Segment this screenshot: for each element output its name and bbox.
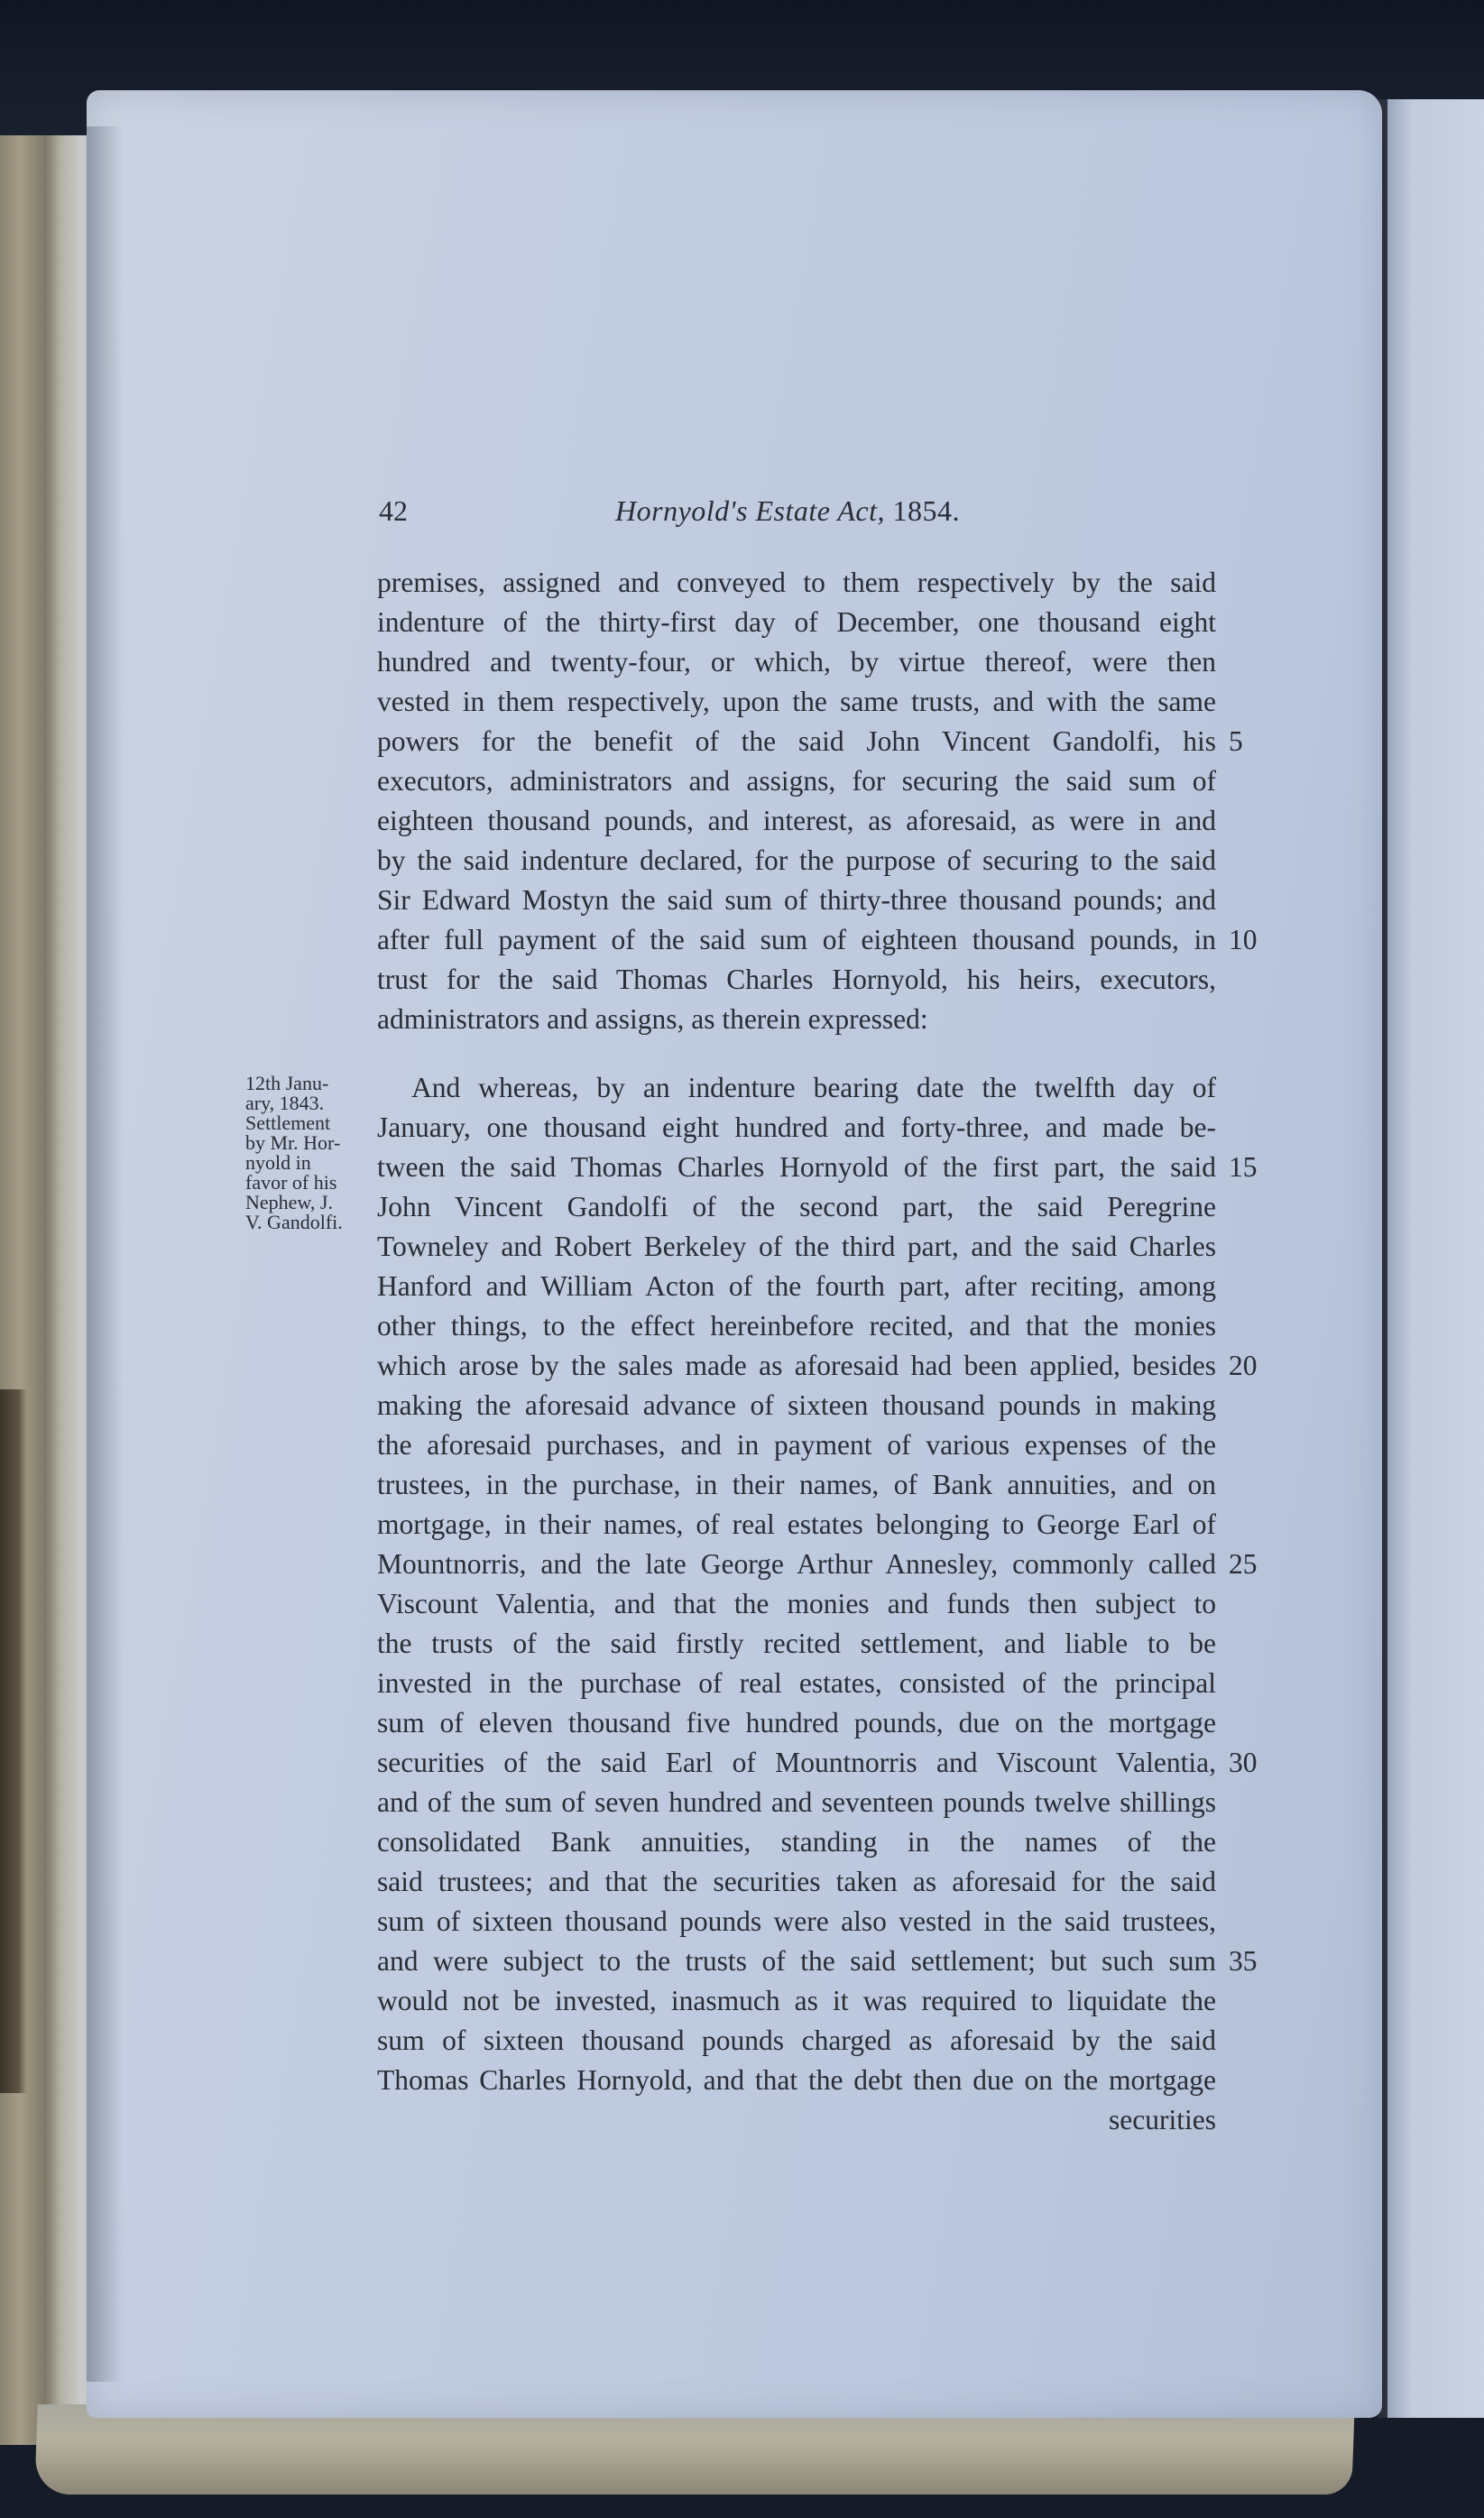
body-line: tween the said Thomas Charles Hornyold of the first part, the said xyxy=(377,1151,1216,1183)
body-line: and were subject to the trusts of the said settlement; but such sum xyxy=(377,1945,1216,1977)
body-line: invested in the purchase of real estates, consisted of the principal xyxy=(377,1667,1216,1699)
body-line: eighteen thousand pounds, and interest, as aforesaid, as were in and xyxy=(377,805,1216,836)
left-binding-tear xyxy=(0,1389,27,2093)
body-line: indenture of the thirty-first day of December, one thousand eight xyxy=(377,606,1216,638)
line-number: 35 xyxy=(1229,1945,1258,1977)
margin-note xyxy=(245,1074,381,1232)
running-title-text: Hornyold's Estate Act, xyxy=(615,494,885,527)
body-line: And whereas, by an indenture bearing date the twelfth day of xyxy=(411,1072,1216,1103)
body-line: trust for the said Thomas Charles Hornyold, his heirs, executors, xyxy=(377,964,1216,995)
body-line: which arose by the sales made as aforesaid had been applied, besides xyxy=(377,1350,1216,1381)
body-line: administrators and assigns, as therein expressed: xyxy=(377,1003,928,1035)
margin-note-line: V. Gandolfi. xyxy=(245,1211,343,1233)
body-line: premises, assigned and conveyed to them respectively by the said xyxy=(377,567,1216,598)
line-number: 5 xyxy=(1229,725,1243,757)
margin-note-line: favor of his xyxy=(245,1171,337,1194)
body-line: January, one thousand eight hundred and forty-three, and made be- xyxy=(377,1111,1216,1143)
body-line: mortgage, in their names, of real estates belonging to George Earl of xyxy=(377,1508,1216,1540)
body-line: after full payment of the said sum of eighteen thousand pounds, in xyxy=(377,924,1216,955)
body-line: sum of sixteen thousand pounds were also vested in the said trustees, xyxy=(377,1905,1216,1937)
body-line: Sir Edward Mostyn the said sum of thirty-three thousand pounds; and xyxy=(377,884,1216,916)
bottom-page-edge xyxy=(34,2404,1354,2495)
body-line: would not be invested, inasmuch as it was required to liquidate the xyxy=(377,1985,1216,2016)
body-line: by the said indenture declared, for the purpose of securing to the said xyxy=(377,844,1216,876)
right-page-edge xyxy=(1385,99,1484,2418)
gutter-shadow xyxy=(87,126,123,2382)
page-number: 42 xyxy=(379,494,408,527)
body-line: powers for the benefit of the said John Vincent Gandolfi, his xyxy=(377,725,1216,757)
body-line: Mountnorris, and the late George Arthur Annesley, commonly called xyxy=(377,1548,1216,1580)
margin-note-line: Nephew, J. xyxy=(245,1191,333,1213)
running-header xyxy=(379,494,1236,540)
body-line: vested in them respectively, upon the same trusts, and with the same xyxy=(377,686,1216,717)
margin-note-line: nyold in xyxy=(245,1151,311,1174)
running-year: 1854. xyxy=(892,494,960,527)
body-line: Viscount Valentia, and that the monies and funds then subject to xyxy=(377,1588,1216,1619)
body-line: sum of sixteen thousand pounds charged as aforesaid by the said xyxy=(377,2025,1216,2056)
body-line: trustees, in the purchase, in their names, of Bank annuities, and on xyxy=(377,1469,1216,1500)
body-line: sum of eleven thousand five hundred pounds, due on the mortgage xyxy=(377,1707,1216,1739)
catchword: securities xyxy=(1109,2104,1216,2135)
body-line: Thomas Charles Hornyold, and that the debt then due on the mortgage xyxy=(377,2064,1216,2096)
body-line: Towneley and Robert Berkeley of the third part, and the said Charles xyxy=(377,1231,1216,1262)
body-line: other things, to the effect hereinbefore recited, and that the monies xyxy=(377,1310,1216,1342)
body-line: Hanford and William Acton of the fourth part, after reciting, among xyxy=(377,1270,1216,1302)
body-line: making the aforesaid advance of sixteen thousand pounds in making xyxy=(377,1389,1216,1421)
line-number: 25 xyxy=(1229,1548,1258,1580)
body-line: securities of the said Earl of Mountnorris and Viscount Valentia, xyxy=(377,1747,1216,1778)
body-line: John Vincent Gandolfi of the second part, the said Peregrine xyxy=(377,1191,1216,1222)
line-number: 20 xyxy=(1229,1350,1258,1381)
running-title xyxy=(615,494,960,528)
margin-note-line: ary, 1843. xyxy=(245,1092,325,1114)
body-line: said trustees; and that the securities taken as aforesaid for the said xyxy=(377,1866,1216,1897)
body-line: the aforesaid purchases, and in payment of various expenses of the xyxy=(377,1429,1216,1461)
margin-note-line: Settlement xyxy=(245,1111,331,1134)
body-line: executors, administrators and assigns, for securing the said sum of xyxy=(377,765,1216,797)
line-number: 30 xyxy=(1229,1747,1258,1778)
margin-note-line: by Mr. Hor- xyxy=(245,1131,341,1154)
body-line: the trusts of the said firstly recited settlement, and liable to be xyxy=(377,1628,1216,1659)
body-line: hundred and twenty-four, or which, by virtue thereof, were then xyxy=(377,646,1216,678)
body-line: consolidated Bank annuities, standing in the names of the xyxy=(377,1826,1216,1858)
margin-note-line: 12th Janu- xyxy=(245,1072,329,1094)
body-line: and of the sum of seven hundred and seventeen pounds twelve shillings xyxy=(377,1786,1216,1818)
line-number: 15 xyxy=(1229,1151,1258,1183)
line-number: 10 xyxy=(1229,924,1258,955)
